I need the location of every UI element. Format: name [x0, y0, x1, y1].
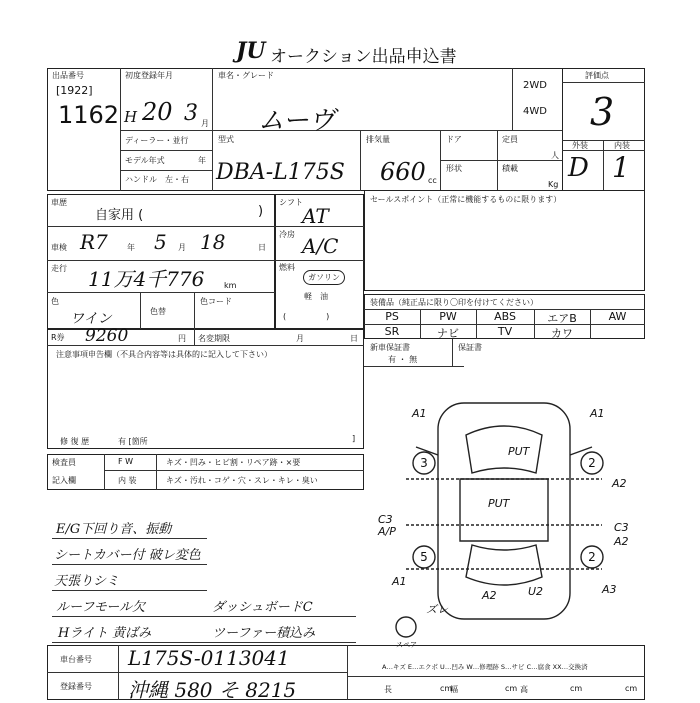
ju-logo: JU — [236, 38, 266, 64]
exhibitor-number: [1922] — [56, 84, 93, 97]
load-label: 積載 — [502, 164, 518, 173]
roof — [460, 479, 548, 541]
history-value: 自家用 ( — [95, 208, 144, 223]
score-label: 評価点 — [585, 71, 609, 80]
damage-label-a1-fl: A1 — [412, 407, 427, 420]
equip-navi: ナビ — [437, 327, 459, 340]
lot-number: 1162 — [58, 101, 120, 129]
selling-points-box — [364, 190, 645, 291]
ac-label: 冷房 — [279, 230, 295, 239]
interior-check-label: 内 装 — [118, 476, 137, 485]
cm-3: cm — [570, 684, 583, 693]
drive-2wd: 2WD — [523, 80, 547, 91]
damage-label-a1-fr: A1 — [590, 407, 605, 420]
warranty-ref: 保証書 — [458, 343, 482, 352]
damage-label-a3: A3 — [602, 583, 617, 596]
damage-label-put-roof: PUT — [488, 497, 510, 510]
car-name: ムーヴ — [258, 106, 335, 136]
inspection-day: 18 — [200, 230, 226, 254]
km-unit: km — [224, 281, 237, 290]
note-line-4: ルーフモール欠 — [56, 600, 146, 615]
cc-unit: cc — [428, 176, 437, 185]
history-label: 車歴 — [51, 198, 67, 207]
entry-label: 記入欄 — [52, 476, 76, 485]
notes-label: 注意事項申告欄（不具合内容等は具体的に記入して下さい） — [56, 350, 272, 359]
score-value: 3 — [590, 90, 615, 134]
exterior-score: D — [568, 153, 589, 183]
note-line-5: Hライト 黄ばみ — [58, 626, 152, 641]
equip-leather: カワ — [551, 327, 573, 340]
damage-label-put-hood: PUT — [508, 445, 530, 458]
recycle-value: 9260 — [85, 326, 129, 346]
damage-label-a2-rear: A2 — [482, 589, 497, 602]
damage-label-c3-right: C3 — [614, 521, 629, 534]
new-car-warranty-value: 有 ・ 無 — [388, 355, 418, 364]
cm-4: cm — [625, 684, 638, 693]
name-change-month: 月 — [296, 334, 304, 343]
damage-label-u2-rear: U2 — [528, 585, 544, 598]
interior-items: キズ・汚れ・コゲ・穴・スレ・キレ・臭い — [166, 476, 318, 485]
cm-1: cm — [440, 684, 453, 693]
damage-label-c3-left: C3 — [378, 513, 393, 526]
repair-label: 修 復 歴 — [60, 437, 90, 446]
model-code: DBA-L175S — [216, 160, 345, 185]
model-year-unit: 年 — [198, 156, 206, 165]
note-line-2: シートカバー付 破レ変色 — [54, 548, 201, 563]
cm-2: cm — [505, 684, 518, 693]
shape-label: 形状 — [446, 164, 462, 173]
equip-tv: TV — [497, 325, 513, 338]
color-change-label: 色替 — [150, 307, 166, 316]
equip-sr: SR — [384, 325, 400, 338]
equip-aw: AW — [608, 310, 627, 323]
era: H — [124, 108, 138, 126]
equip-ps: PS — [385, 310, 399, 323]
color-code-label: 色コード — [200, 297, 232, 306]
damage-label-zure: ズレ — [426, 603, 448, 616]
fuel-diesel: 軽 油 — [304, 292, 328, 301]
reg-value: 沖縄 580 そ 8215 — [128, 678, 297, 702]
color-value: ワイン — [70, 311, 112, 327]
equip-pw: PW — [439, 310, 457, 323]
note-line-1: E/G下回り音、振動 — [56, 522, 172, 537]
height-label: 高 — [520, 685, 528, 694]
car-body-outline — [438, 403, 570, 619]
exhibitor-label: 出品番号 — [52, 71, 84, 80]
damage-label-ap-left: A/P — [378, 525, 396, 538]
repair-close: ] — [352, 434, 356, 443]
drive-4wd: 4WD — [523, 106, 547, 117]
model-label: 型式 — [218, 135, 234, 144]
recycle-label: R券 — [51, 333, 65, 342]
shift-label: シフト — [279, 198, 303, 207]
new-car-warranty-label: 新車保証書 — [370, 343, 410, 352]
rear-window — [466, 545, 542, 585]
fuel-gas: ガソリン — [303, 270, 345, 285]
fuel-label: 燃料 — [279, 263, 295, 272]
legend: A…キズ E…エクボ U…凹み W…修理跡 S…サビ C…腐食 XX…交換済 — [382, 663, 588, 671]
equip-airbag: エアB — [547, 312, 577, 325]
fw-label: F W — [118, 457, 134, 466]
reg-label: 登録番号 — [60, 682, 92, 691]
fuel-paren: ( ) — [283, 312, 330, 321]
tire-rr-value: 2 — [588, 550, 596, 564]
capacity-label: 定員 — [502, 135, 518, 144]
car-name-label: 車名・グレード — [218, 71, 274, 80]
note-right-1: ダッシュボードC — [212, 600, 313, 615]
dealer-label: ディーラー・並行 — [125, 136, 189, 145]
history-close: ) — [258, 204, 264, 219]
ac-value: A/C — [302, 234, 339, 258]
chassis-value: L175S-0113041 — [128, 646, 290, 670]
name-change-day: 日 — [350, 334, 358, 343]
mileage-label: 走行 — [51, 264, 67, 273]
chassis-label: 車台番号 — [60, 655, 92, 664]
color-label: 色 — [51, 297, 59, 306]
first-reg-label: 初度登録年月 — [125, 71, 173, 80]
equip-abs: ABS — [494, 310, 516, 323]
handle-label: ハンドル 左・右 — [125, 175, 189, 184]
kg-unit: Kg — [548, 180, 559, 189]
equipment-label: 装備品（純正品に限り〇印を付けてください） — [370, 298, 538, 307]
displacement-label: 排気量 — [366, 135, 390, 144]
form-title: オークション出品申込書 — [270, 47, 457, 67]
damage-label-a1-rl: A1 — [392, 575, 407, 588]
repair-value: 有 [箇所 — [118, 437, 148, 446]
windshield — [466, 426, 542, 473]
inspection-era: R7 — [80, 230, 108, 254]
month-unit: 月 — [201, 119, 209, 128]
tire-rl-value: 5 — [420, 550, 428, 564]
notes-block — [47, 329, 364, 449]
first-reg-month: 3 — [184, 101, 198, 126]
fw-items: キズ・凹み・ヒビ割・リペア跡・×要 — [166, 458, 301, 467]
tire-fl-value: 3 — [420, 456, 428, 470]
width-label: 幅 — [450, 685, 458, 694]
inspection-day-unit: 日 — [258, 243, 266, 252]
doors-label: ドア — [446, 135, 462, 144]
shift-value: AT — [302, 204, 329, 228]
exterior-label: 外装 — [572, 141, 588, 150]
inspection-month: 5 — [154, 230, 167, 254]
model-year-label: モデル年式 — [125, 156, 165, 165]
mileage-value: 11万4千776 — [88, 267, 205, 291]
inspection-label: 車検 — [51, 243, 67, 252]
interior-score: 1 — [612, 151, 630, 184]
length-label: 長 — [384, 685, 392, 694]
first-reg-year: 20 — [142, 98, 173, 126]
tire-fr-value: 2 — [588, 456, 596, 470]
damage-label-a2-rr: A2 — [614, 535, 629, 548]
inspector-label: 検査員 — [52, 458, 76, 467]
note-line-3: 天張りシミ — [54, 574, 120, 589]
yen-unit: 円 — [178, 334, 186, 343]
inspection-month-unit: 月 — [178, 243, 186, 252]
damage-label-a2-right: A2 — [612, 477, 627, 490]
spare-label: スペア — [396, 641, 417, 649]
inspection-year-unit: 年 — [127, 243, 135, 252]
persons-unit: 人 — [551, 151, 559, 160]
spare-tire — [396, 617, 416, 637]
mirrors — [416, 447, 592, 455]
car-diagram — [376, 395, 636, 649]
interior-label: 内装 — [614, 141, 630, 150]
displacement-value: 660 — [380, 158, 426, 186]
name-change-label: 名変期限 — [198, 334, 230, 343]
note-right-2: ツーファー積込み — [212, 626, 316, 641]
selling-points-label: セールスポイント（正常に機能するものに限ります） — [370, 195, 562, 204]
